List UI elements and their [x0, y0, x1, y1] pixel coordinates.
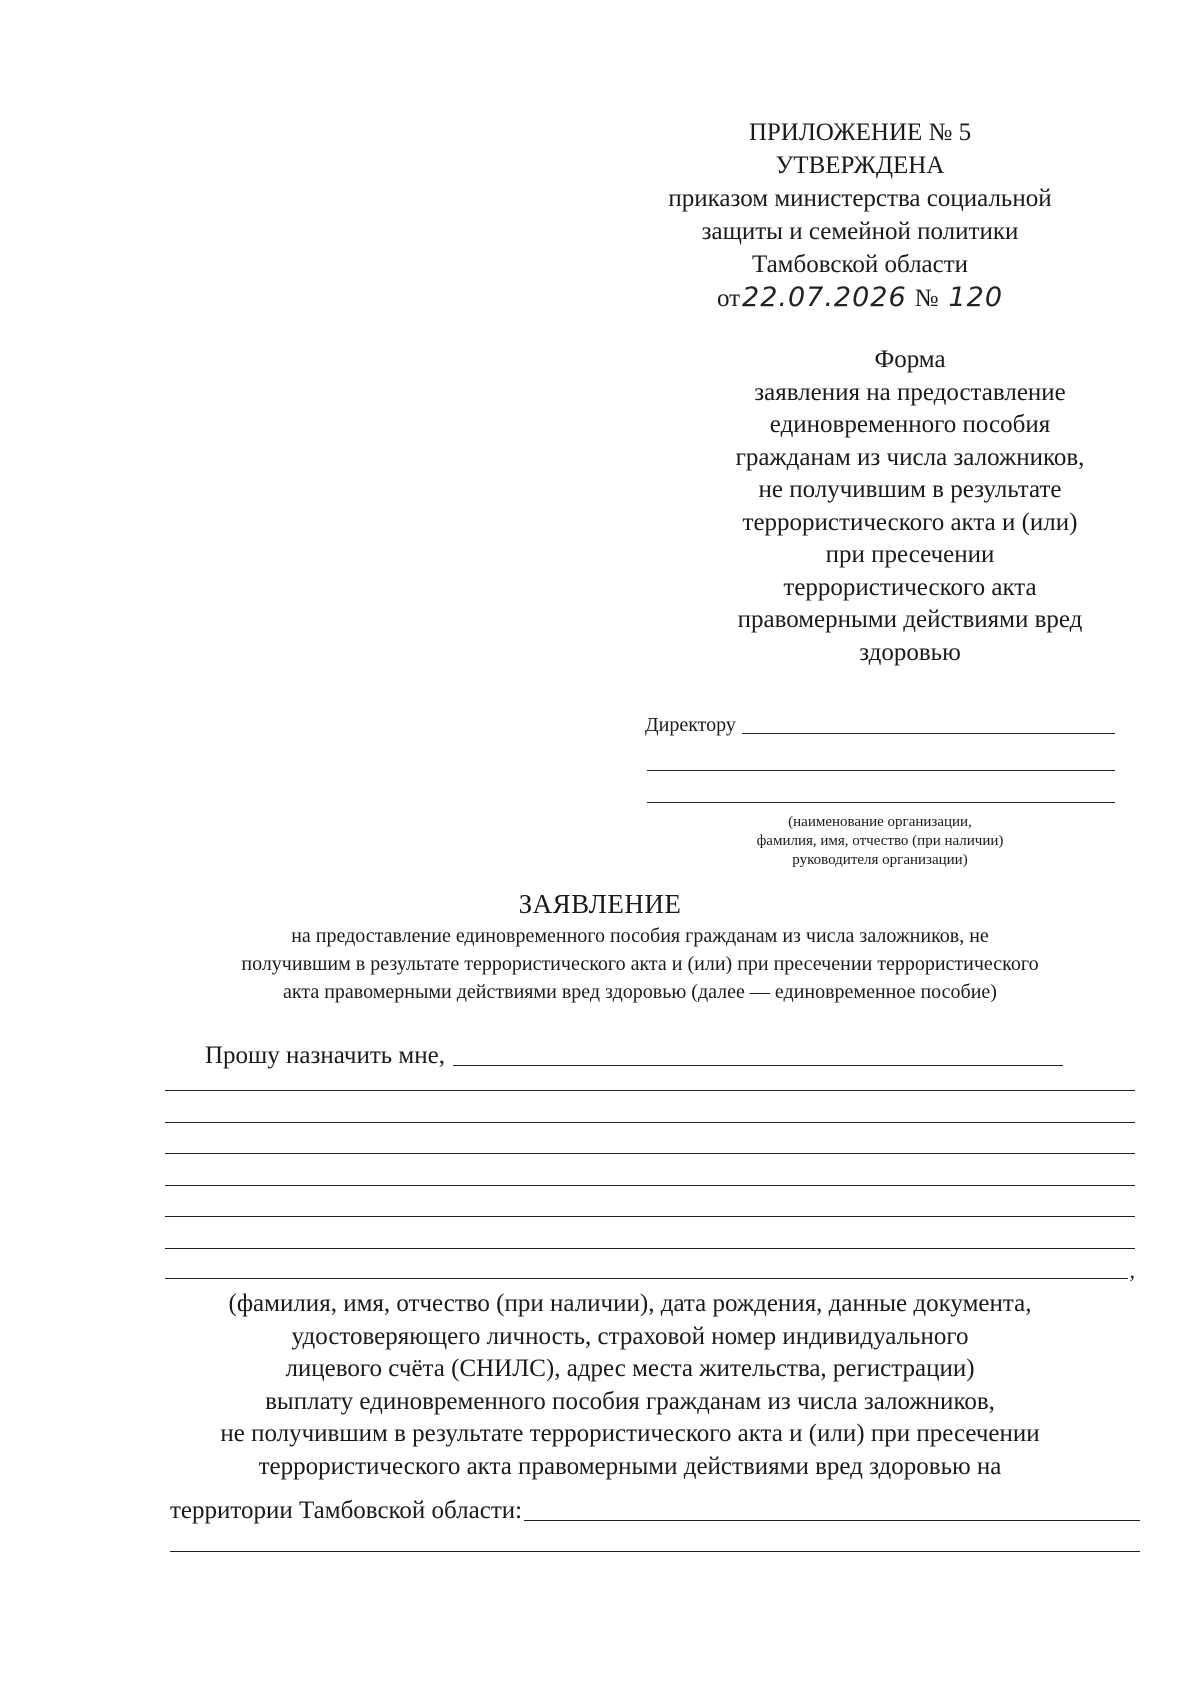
subtitle-line: на предоставление единовременного пособия гражданам из числа заложников, не: [291, 925, 989, 947]
handwritten-number: 120: [948, 282, 1004, 313]
statement-title: ЗАЯВЛЕНИЕ: [518, 889, 682, 919]
description-line: удостоверяющего личность, страховой номер индивидуального: [291, 1322, 969, 1350]
form-title-line: здоровью: [859, 638, 961, 666]
appendix-number: ПРИЛОЖЕНИЕ № 5: [748, 119, 972, 146]
applicant-field-line[interactable]: [165, 1090, 1135, 1091]
form-title-line: гражданам из числа заложников,: [735, 443, 1085, 471]
hint-line: (наименование организации,: [788, 814, 972, 830]
form-title-line: террористического акта: [783, 573, 1037, 601]
form-title-line: единовременного пособия: [769, 411, 1051, 438]
form-title-line: не получившим в результате: [758, 476, 1062, 503]
territory-field-line[interactable]: [170, 1551, 1140, 1552]
director-name-field[interactable]: [742, 733, 1115, 734]
description-line: террористического акта правомерными действиями вред здоровью на: [258, 1452, 1002, 1480]
form-title-line: террористического акта и (или): [742, 508, 1078, 536]
hint-line: фамилия, имя, отчество (при наличии): [756, 833, 1004, 849]
description-line: лицевого счёта (СНИЛС), адрес места жительства, регистрации): [285, 1355, 975, 1382]
applicant-description: [130, 1288, 1130, 1483]
organization-field-line[interactable]: [647, 802, 1115, 803]
director-field-hint: [645, 813, 1115, 870]
description-line: (фамилия, имя, отчество (при наличии), дата рождения, данные документа,: [228, 1290, 1032, 1317]
applicant-field-line[interactable]: [165, 1185, 1135, 1186]
territory-field-line[interactable]: [524, 1520, 1140, 1521]
approval-block: [620, 116, 1100, 315]
applicant-field-line[interactable]: [453, 1065, 1063, 1066]
handwritten-date: 22.07.2026: [742, 282, 907, 313]
form-title-line: Форма: [874, 346, 946, 373]
approval-line-3: Тамбовской области: [751, 251, 969, 278]
form-title-line: при пресечении: [825, 541, 995, 568]
approval-line-1: приказом министерства социальной: [668, 185, 1052, 212]
hint-line: руководителя организации): [792, 852, 968, 868]
description-line: не получившим в результате террористического акта и (или) при пресечении: [220, 1420, 1040, 1447]
applicant-field-line[interactable]: [165, 1122, 1135, 1123]
form-title-block: [690, 344, 1130, 669]
applicant-field-line[interactable]: [165, 1278, 1128, 1279]
number-prefix: №: [914, 285, 939, 312]
trailing-comma: ,: [1129, 1257, 1135, 1283]
applicant-field-line[interactable]: [165, 1216, 1135, 1217]
date-prefix: от: [716, 285, 741, 312]
director-row: [645, 710, 1115, 736]
applicant-field-line[interactable]: [165, 1153, 1135, 1154]
approval-line-2: защиты и семейной политики: [701, 218, 1019, 245]
territory-label: территории Тамбовской области:: [170, 1497, 523, 1524]
territory-row: [170, 1493, 1140, 1525]
request-row: [165, 1036, 1135, 1070]
statement-subtitle: [140, 922, 1140, 1006]
applicant-last-row: [165, 1257, 1135, 1283]
director-label: Директору: [645, 714, 736, 736]
form-title-line: заявления на предоставление: [754, 378, 1066, 406]
director-block: [645, 710, 1115, 870]
description-line: выплату единовременного пособия гражданам из числа заложников,: [265, 1387, 995, 1415]
territory-block: [170, 1493, 1140, 1552]
applicant-block: [165, 1036, 1135, 1283]
request-label: Прошу назначить мне,: [205, 1042, 445, 1069]
applicant-field-line[interactable]: [165, 1248, 1135, 1249]
organization-field-line[interactable]: [647, 770, 1115, 771]
order-date-line: [717, 281, 1003, 315]
form-title-line: правомерными действиями вред: [737, 606, 1083, 633]
subtitle-line: акта правомерными действиями вред здоровью (далее — единовременное пособие): [283, 981, 997, 1003]
approved-label: УТВЕРЖДЕНА: [775, 152, 945, 179]
subtitle-line: получившим в результате террористического акта и (или) при пресечении террористического: [241, 953, 1039, 975]
